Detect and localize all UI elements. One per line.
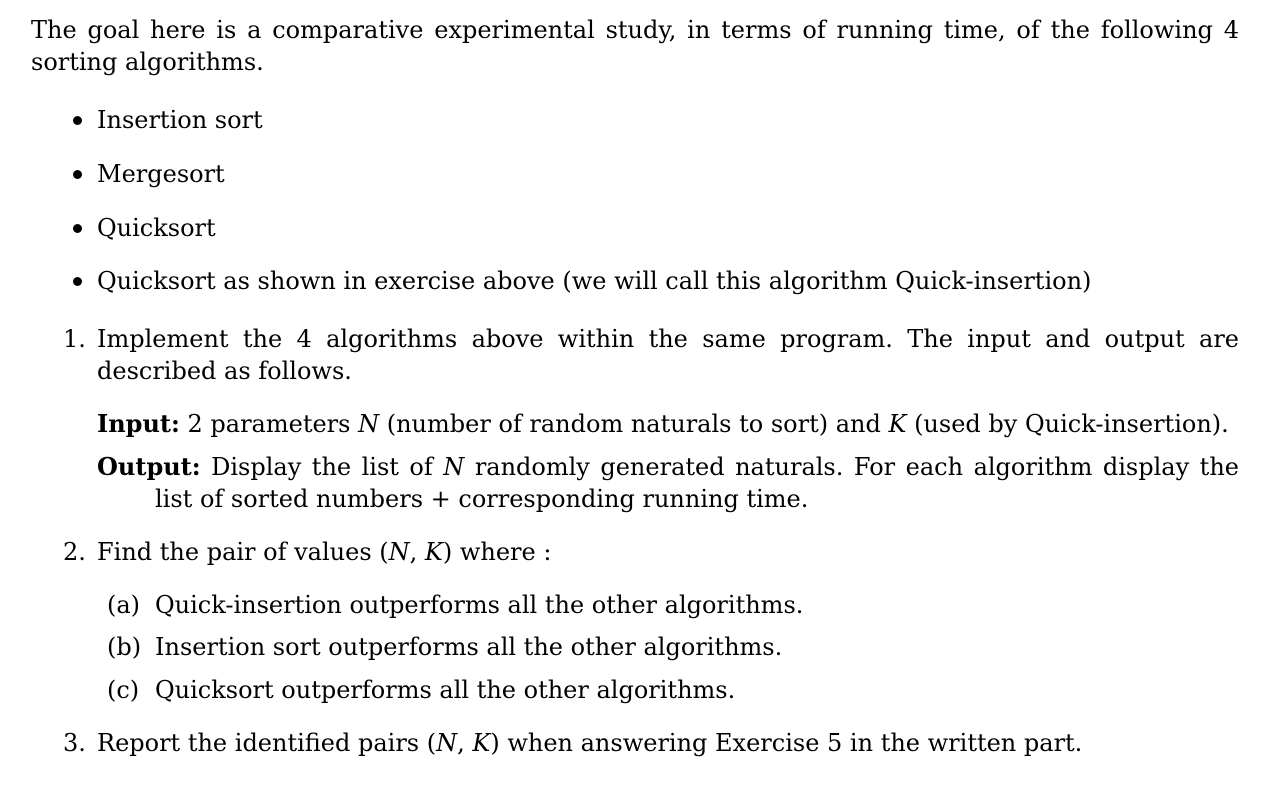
bullet-icon: [73, 116, 82, 125]
input-text: (used by Quick-insertion).: [914, 410, 1229, 438]
algorithm-list: [31, 104, 1239, 297]
task-text-part: Find the pair of values (: [97, 538, 389, 566]
bullet-icon: [73, 224, 82, 233]
task-text-part: ) when answering Exercise 5 in the written part.: [490, 729, 1083, 757]
output-text: randomly generated naturals. For each algorithm display the list of sorted numbers + corresponding running time.: [155, 453, 1239, 513]
input-label: Input:: [97, 409, 180, 438]
algorithm-label: Quicksort: [97, 214, 216, 242]
var-n: N: [436, 729, 458, 757]
task-text-part: Report the identified pairs (: [97, 729, 437, 757]
task-item-2: [31, 536, 1239, 706]
subtask-label: (b): [107, 633, 142, 661]
input-text: 2 parameters: [187, 410, 351, 438]
task-number: 2.: [63, 538, 86, 566]
subtask-label: (c): [107, 676, 140, 704]
subtask-item: [97, 631, 1239, 663]
algorithm-label: Mergesort: [97, 160, 225, 188]
list-item: [31, 265, 1239, 297]
subtask-text: Quicksort outperforms all the other algorithms.: [155, 676, 736, 704]
output-label: Output:: [97, 452, 201, 481]
subtask-text: Insertion sort outperforms all the other algorithms.: [155, 633, 783, 661]
subtask-item: [97, 674, 1239, 706]
list-item: [31, 158, 1239, 190]
list-item: [31, 104, 1239, 136]
subtask-text: Quick-insertion outperforms all the other algorithms.: [155, 591, 804, 619]
output-text: Display the list of: [211, 453, 433, 481]
var-k: K: [888, 410, 907, 438]
task-text-part: ) where :: [442, 538, 552, 566]
list-item: [31, 212, 1239, 244]
var-n: N: [358, 410, 380, 438]
task-text-part: ,: [457, 729, 473, 757]
subtask-list: [97, 589, 1239, 706]
input-output-block: [97, 408, 1239, 515]
output-spec: [97, 451, 1239, 515]
var-k: K: [472, 729, 491, 757]
task-list: [31, 323, 1239, 759]
task-item-3: [31, 727, 1239, 759]
var-n: N: [443, 453, 465, 481]
bullet-icon: [73, 170, 82, 179]
input-text: (number of random naturals to sort) and: [386, 410, 881, 438]
task-text: [97, 536, 1239, 568]
task-number: 3.: [63, 729, 86, 757]
document: [31, 14, 1239, 759]
task-text: [97, 727, 1239, 759]
algorithm-label: Quicksort as shown in exercise above (we will call this algorithm Quick-insertion): [97, 267, 1092, 295]
algorithm-label: Insertion sort: [97, 106, 263, 134]
task-item-1: [31, 323, 1239, 515]
var-k: K: [424, 538, 443, 566]
subtask-item: [97, 589, 1239, 621]
intro-paragraph: The goal here is a comparative experimental study, in terms of running time, of the following 4 sorting algorithms.: [31, 16, 1239, 76]
bullet-icon: [73, 277, 82, 286]
input-spec: [97, 408, 1239, 440]
subtask-label: (a): [107, 591, 141, 619]
task-number: 1.: [63, 325, 86, 353]
task-text: Implement the 4 algorithms above within the same program. The input and output are described as follows.: [97, 325, 1239, 385]
task-text-part: ,: [409, 538, 425, 566]
var-n: N: [388, 538, 410, 566]
